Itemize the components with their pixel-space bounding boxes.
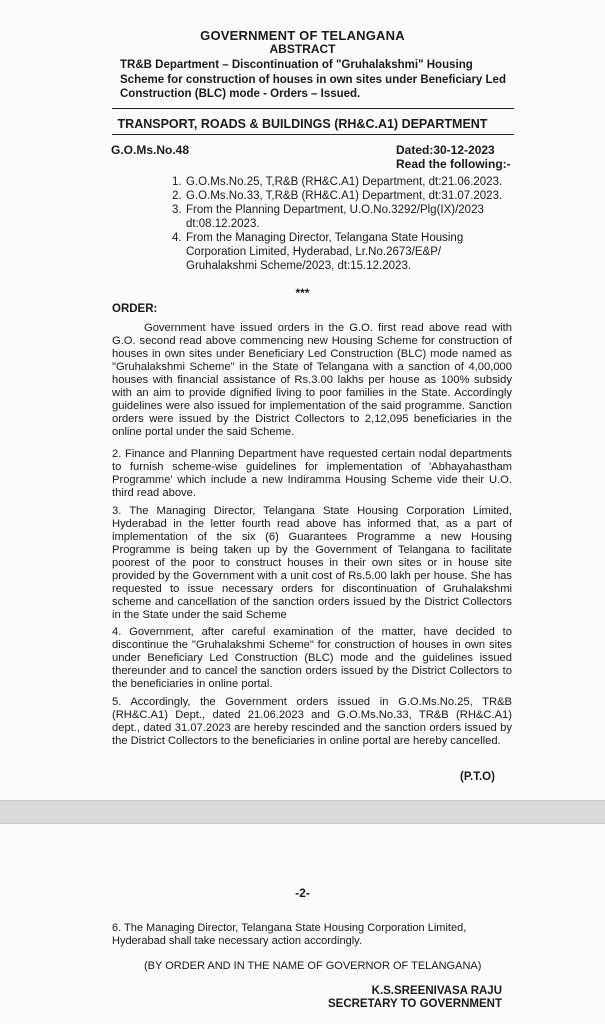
header-rule-bottom: [112, 134, 514, 135]
page-number: -2-: [295, 886, 310, 900]
order-paragraph-2: 2. Finance and Planning Department have requested certain nodal departments to furnish scheme-wise guidelines for implementation of 'Abhayahastham Programme' which include a new Indiramma Housing Scheme vide their U.O. third read above.: [112, 448, 512, 499]
order-date: Dated:30-12-2023: [396, 143, 495, 157]
order-paragraph-5: 5. Accordingly, the Government orders issued in G.O.Ms.No.25, TR&B (RH&C.A1) Dept., dated 21.06.2023 and G.O.Ms.No.33, TR&B (RH&C.A1) dept., dated 31.07.2023 are hereby rescinded and the sanction orders issued by the District Collectors to the beneficiaries in online portal are hereby cancelled.: [112, 696, 512, 747]
signatory-title: SECRETARY TO GOVERNMENT: [327, 998, 502, 1010]
reference-item: 2. G.O.Ms.No.33, T,R&B (RH&C.A1) Department, dt:31.07.2023.: [172, 190, 503, 202]
go-number: G.O.Ms.No.48: [111, 143, 190, 157]
order-heading: ORDER:: [112, 303, 158, 315]
reference-list: [172, 175, 512, 273]
signatory-name: K.S.SREENIVASA RAJU: [371, 985, 502, 997]
order-paragraph-3: 3. The Managing Director, Telangana State Housing Corporation Limited, Hyderabad in the letter fourth read above has informed that, as a part of implementation of the six (6) Guarantees Programme a new Housing Programme is being taken up by the Government of Telangana to facilitate poorest of the poor to construct houses in their own sites or in house site provided by the Government with a unit cost of Rs.5.00 lakh per house. She has requested to issue necessary orders for discontinuation of Gruhalakshmi scheme and cancellation of the sanction orders issued by the District Collectors in the State under the said Scheme: [112, 505, 512, 621]
order-paragraph-4: 4. Government, after careful examination of the matter, have decided to discontinue the "Gruhalakshmi Scheme" for construction of houses in own sites under Beneficiary Led Construction (BLC) mode and the guidelines issued thereunder and to cancel the sanction orders issued by the District Collectors to the beneficiaries in online portal.: [112, 626, 512, 690]
order-paragraph-1: Government have issued orders in the G.O. first read above read with G.O. second read above commencing new Housing Scheme for construction of houses in own sites under Beneficiary Led Construction (BLC) mode named as "Gruhalakshmi Scheme" in the State of Telangana with a sanction of 4,00,000 houses with financial assistance of Rs.3.00 lakhs per house as 100% subsidy with an aim to provide dignified living to poor families in the State. Accordingly guidelines were also issued for implementation of the said programme. Sanction orders were issued by the District Collectors to 2,12,095 beneficiaries in the online portal under the said Scheme.: [112, 322, 512, 438]
reference-item: 1. G.O.Ms.No.25, T,R&B (RH&C.A1) Department, dt:21.06.2023.: [172, 176, 503, 188]
abstract-text: TR&B Department – Discontinuation of "Gruhalakshmi" Housing Scheme for construction of houses in own sites under Beneficiary Led Construction (BLC) mode - Orders – Issued.: [120, 59, 506, 100]
reference-item: 3. From the Planning Department, U.O.No.3292/Plg(IX)/2023 dt:08.12.2023.: [172, 204, 484, 230]
read-following-label: Read the following:-: [396, 157, 511, 171]
abstract-heading: ABSTRACT: [269, 42, 336, 56]
order-paragraph-6: 6. The Managing Director, Telangana State Housing Corporation Limited, Hyderabad shall take necessary action accordingly.: [112, 922, 467, 947]
header-rule-top: [112, 108, 514, 109]
department-heading: TRANSPORT, ROADS & BUILDINGS (RH&C.A1) DEPARTMENT: [117, 117, 488, 131]
page-turn-note: (P.T.O): [460, 771, 495, 783]
government-heading: GOVERNMENT OF TELANGANA: [200, 28, 405, 43]
by-order-line: (BY ORDER AND IN THE NAME OF GOVERNOR OF TELANGANA): [144, 960, 482, 972]
document-page-2: [0, 824, 605, 1024]
section-separator: ***: [295, 286, 310, 300]
reference-item: 4. From the Managing Director, Telangana State Housing Corporation Limited, Hyderabad, Lr.No.2673/E&P/ Gruhalakshmi Scheme/2023, dt:15.12.2023.: [172, 232, 464, 272]
